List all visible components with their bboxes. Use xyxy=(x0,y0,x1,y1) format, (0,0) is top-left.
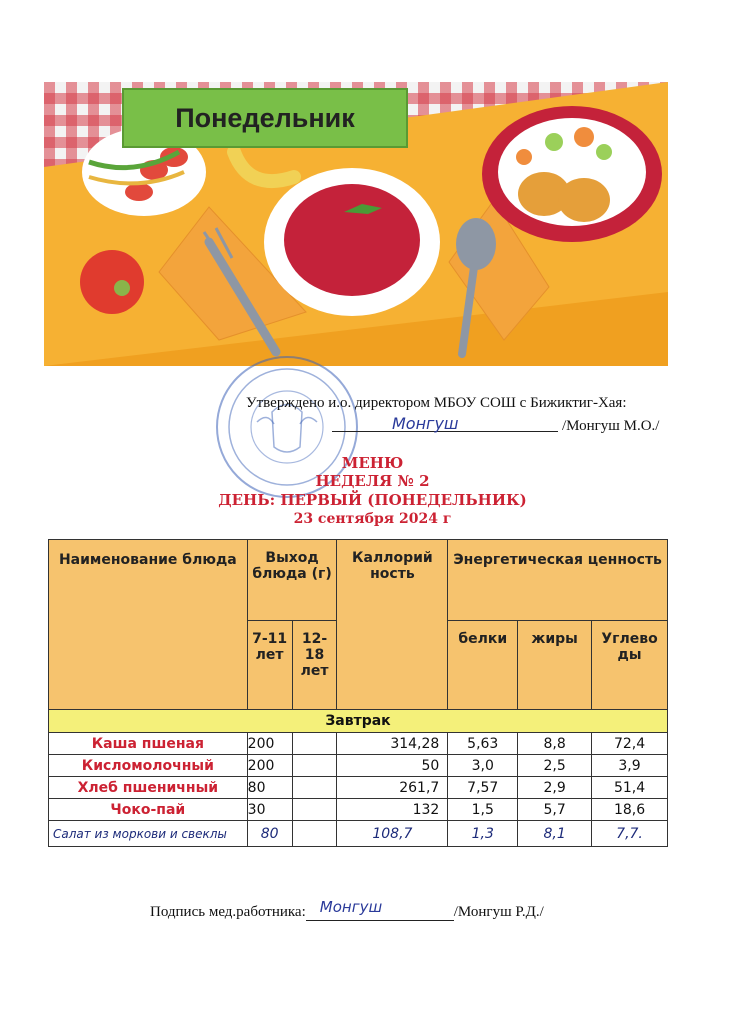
protein: 5,63 xyxy=(448,733,518,755)
fat: 2,9 xyxy=(518,777,592,799)
director-name: /Монгуш М.О./ xyxy=(562,418,660,434)
table-row xyxy=(49,755,668,777)
med-label: Подпись мед.работника: xyxy=(150,904,306,920)
header-yield-12-18: 12-18 лет xyxy=(292,621,337,710)
med-name: /Монгуш Р.Д./ xyxy=(453,904,544,920)
menu-table xyxy=(48,539,668,847)
carbs: 18,6 xyxy=(592,799,668,821)
handwritten-fat: 8,1 xyxy=(518,821,592,847)
handwritten-yield-12-18 xyxy=(292,821,337,847)
header-yield: Выход блюда (г) xyxy=(247,540,337,621)
header-fat: жиры xyxy=(518,621,592,710)
dish-name: Хлеб пшеничный xyxy=(49,777,248,799)
header-carbs: Углево ды xyxy=(592,621,668,710)
protein: 7,57 xyxy=(448,777,518,799)
header-energy: Энергетическая ценность xyxy=(448,540,668,621)
yield-7-11: 200 xyxy=(247,733,292,755)
med-signature-row xyxy=(150,898,544,921)
table-row xyxy=(49,777,668,799)
carbs: 51,4 xyxy=(592,777,668,799)
handwritten-protein: 1,3 xyxy=(448,821,518,847)
yield-7-11: 30 xyxy=(247,799,292,821)
handwritten-yield: 80 xyxy=(247,821,292,847)
director-signature: Монгуш xyxy=(392,414,459,433)
yield-7-11: 80 xyxy=(247,777,292,799)
menu-banner xyxy=(44,82,668,366)
protein: 1,5 xyxy=(448,799,518,821)
header-yield-7-11: 7-11 лет xyxy=(247,621,292,710)
handwritten-calories: 108,7 xyxy=(337,821,448,847)
calories: 132 xyxy=(337,799,448,821)
fat: 2,5 xyxy=(518,755,592,777)
director-signature-row xyxy=(332,416,672,438)
carbs: 3,9 xyxy=(592,755,668,777)
yield-12-18 xyxy=(292,755,337,777)
handwritten-carbs: 7,7. xyxy=(592,821,668,847)
yield-12-18 xyxy=(292,799,337,821)
carbs: 72,4 xyxy=(592,733,668,755)
header-dish-name: Наименование блюда xyxy=(49,540,248,710)
table-row xyxy=(49,733,668,755)
menu-heading: МЕНЮ xyxy=(341,454,404,472)
protein: 3,0 xyxy=(448,755,518,777)
section-breakfast: Завтрак xyxy=(49,710,668,733)
header-protein: белки xyxy=(448,621,518,710)
day-title: Понедельник xyxy=(122,88,408,148)
yield-7-11: 200 xyxy=(247,755,292,777)
handwritten-dish: Салат из моркови и свеклы xyxy=(49,821,248,847)
approval-text: Утверждено и.о. директором МБОУ СОШ с Бижиктиг-Хая: xyxy=(246,395,627,411)
med-signature-line xyxy=(306,898,454,921)
dish-name: Кисломолочный xyxy=(49,755,248,777)
dish-name: Каша пшеная xyxy=(49,733,248,755)
dish-name: Чоко-пай xyxy=(49,799,248,821)
calories: 50 xyxy=(337,755,448,777)
fat: 5,7 xyxy=(518,799,592,821)
day-heading: ДЕНЬ: ПЕРВЫЙ (ПОНЕДЕЛЬНИК) xyxy=(218,491,527,509)
yield-12-18 xyxy=(292,733,337,755)
yield-12-18 xyxy=(292,777,337,799)
date-heading: 23 сентября 2024 г xyxy=(293,511,452,527)
table-row xyxy=(49,799,668,821)
med-signature: Монгуш xyxy=(319,898,383,916)
calories: 261,7 xyxy=(337,777,448,799)
fat: 8,8 xyxy=(518,733,592,755)
calories: 314,28 xyxy=(337,733,448,755)
header-calories: Каллорий ность xyxy=(337,540,448,710)
week-heading: НЕДЕЛЯ № 2 xyxy=(315,472,430,490)
